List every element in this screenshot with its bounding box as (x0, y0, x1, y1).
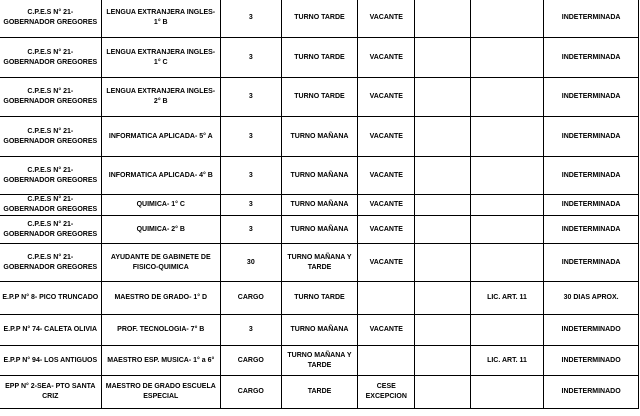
cell-note1 (415, 244, 471, 282)
cell-shift: TURNO MAÑANA Y TARDE (281, 244, 358, 282)
table-row (0, 346, 639, 376)
cell-status: CESE EXCEPCION (358, 376, 415, 409)
cell-note1 (415, 216, 471, 244)
cell-duration: INDETERMINADA (544, 0, 639, 38)
cell-hours: 3 (220, 38, 281, 78)
cell-note2: LIC. ART. 11 (470, 282, 544, 315)
cell-note1 (415, 282, 471, 315)
cell-school: E.P.P N° 8- PICO TRUNCADO (0, 282, 101, 315)
cell-school: C.P.E.S N° 21- GOBERNADOR GREGORES (0, 157, 101, 195)
cell-shift: TARDE (281, 376, 358, 409)
cell-shift: TURNO TARDE (281, 38, 358, 78)
cell-subject: INFORMATICA APLICADA- 5° A (101, 117, 220, 157)
cell-note1 (415, 346, 471, 376)
cell-shift: TURNO MAÑANA (281, 315, 358, 346)
cell-duration: 30 DIAS APROX. (544, 282, 639, 315)
cell-subject: INFORMATICA APLICADA- 4° B (101, 157, 220, 195)
cell-hours: 3 (220, 0, 281, 38)
cell-subject: LENGUA EXTRANJERA INGLES-1° C (101, 38, 220, 78)
cell-school: C.P.E.S N° 21- GOBERNADOR GREGORES (0, 78, 101, 117)
cell-school: C.P.E.S N° 21- GOBERNADOR GREGORES (0, 117, 101, 157)
table-row (0, 195, 639, 216)
cell-status: VACANTE (358, 0, 415, 38)
table-row (0, 117, 639, 157)
cell-subject: MAESTRO ESP. MUSICA- 1° a 6° (101, 346, 220, 376)
table-row (0, 282, 639, 315)
table-row (0, 157, 639, 195)
cell-note2 (470, 157, 544, 195)
cell-note2 (470, 244, 544, 282)
cell-duration: INDETERMINADA (544, 157, 639, 195)
cell-school: C.P.E.S N° 21- GOBERNADOR GREGORES (0, 195, 101, 216)
cell-note1 (415, 376, 471, 409)
cell-subject: AYUDANTE DE GABINETE DE FISICO-QUIMICA (101, 244, 220, 282)
cell-note2: LIC. ART. 11 (470, 346, 544, 376)
cell-hours: CARGO (220, 282, 281, 315)
cell-note2 (470, 376, 544, 409)
cell-hours: 3 (220, 157, 281, 195)
cell-status: VACANTE (358, 78, 415, 117)
cell-note2 (470, 216, 544, 244)
cell-hours: 3 (220, 195, 281, 216)
cell-shift: TURNO MAÑANA (281, 216, 358, 244)
cell-status: VACANTE (358, 157, 415, 195)
cell-note1 (415, 157, 471, 195)
cell-note1 (415, 0, 471, 38)
cell-shift: TURNO TARDE (281, 0, 358, 38)
cell-note2 (470, 195, 544, 216)
cell-hours: 30 (220, 244, 281, 282)
cell-hours: 3 (220, 315, 281, 346)
cell-school: C.P.E.S N° 21- GOBERNADOR GREGORES (0, 0, 101, 38)
cell-shift: TURNO MAÑANA Y TARDE (281, 346, 358, 376)
cell-subject: QUIMICA- 2° B (101, 216, 220, 244)
cell-hours: CARGO (220, 376, 281, 409)
cell-note2 (470, 0, 544, 38)
cell-shift: TURNO MAÑANA (281, 157, 358, 195)
cell-note1 (415, 315, 471, 346)
table-row (0, 376, 639, 409)
table-row (0, 78, 639, 117)
cell-duration: INDETERMINADA (544, 244, 639, 282)
cell-note2 (470, 117, 544, 157)
cell-school: C.P.E.S N° 21- GOBERNADOR GREGORES (0, 38, 101, 78)
cell-status (358, 282, 415, 315)
cell-subject: MAESTRO DE GRADO- 1° D (101, 282, 220, 315)
cell-note2 (470, 78, 544, 117)
table-row (0, 315, 639, 346)
cell-hours: 3 (220, 216, 281, 244)
cell-school: EPP N° 2-SEA- PTO SANTA CRIZ (0, 376, 101, 409)
cell-hours: CARGO (220, 346, 281, 376)
cell-note2 (470, 315, 544, 346)
cell-status: VACANTE (358, 216, 415, 244)
cell-school: C.P.E.S N° 21- GOBERNADOR GREGORES (0, 244, 101, 282)
table-row (0, 244, 639, 282)
cell-status: VACANTE (358, 117, 415, 157)
cell-hours: 3 (220, 117, 281, 157)
cell-status: VACANTE (358, 315, 415, 346)
cell-duration: INDETERMINADA (544, 195, 639, 216)
cell-duration: INDETERMINADA (544, 78, 639, 117)
cell-duration: INDETERMINADA (544, 117, 639, 157)
cell-status: VACANTE (358, 244, 415, 282)
cell-duration: INDETERMINADA (544, 38, 639, 78)
cell-school: C.P.E.S N° 21- GOBERNADOR GREGORES (0, 216, 101, 244)
cell-shift: TURNO MAÑANA (281, 117, 358, 157)
cell-note1 (415, 195, 471, 216)
table-row (0, 0, 639, 38)
cell-shift: TURNO MAÑANA (281, 195, 358, 216)
cell-school: E.P.P N° 74- CALETA OLIVIA (0, 315, 101, 346)
cell-school: E.P.P N° 94- LOS ANTIGUOS (0, 346, 101, 376)
cell-subject: LENGUA EXTRANJERA INGLES-1° B (101, 0, 220, 38)
cell-shift: TURNO TARDE (281, 282, 358, 315)
cell-hours: 3 (220, 78, 281, 117)
cell-duration: INDETERMINADO (544, 376, 639, 409)
cell-status: VACANTE (358, 38, 415, 78)
cell-subject: LENGUA EXTRANJERA INGLES-2° B (101, 78, 220, 117)
cell-duration: INDETERMINADO (544, 346, 639, 376)
cell-subject: PROF. TECNOLOGIA- 7° B (101, 315, 220, 346)
cell-subject: MAESTRO DE GRADO ESCUELA ESPECIAL (101, 376, 220, 409)
cell-note1 (415, 38, 471, 78)
cell-subject: QUIMICA- 1° C (101, 195, 220, 216)
cell-note1 (415, 117, 471, 157)
cell-duration: INDETERMINADA (544, 216, 639, 244)
table-row (0, 38, 639, 78)
cell-status (358, 346, 415, 376)
cell-duration: INDETERMINADO (544, 315, 639, 346)
table-row (0, 216, 639, 244)
cell-note1 (415, 78, 471, 117)
cell-note2 (470, 38, 544, 78)
cell-status: VACANTE (358, 195, 415, 216)
cell-shift: TURNO TARDE (281, 78, 358, 117)
